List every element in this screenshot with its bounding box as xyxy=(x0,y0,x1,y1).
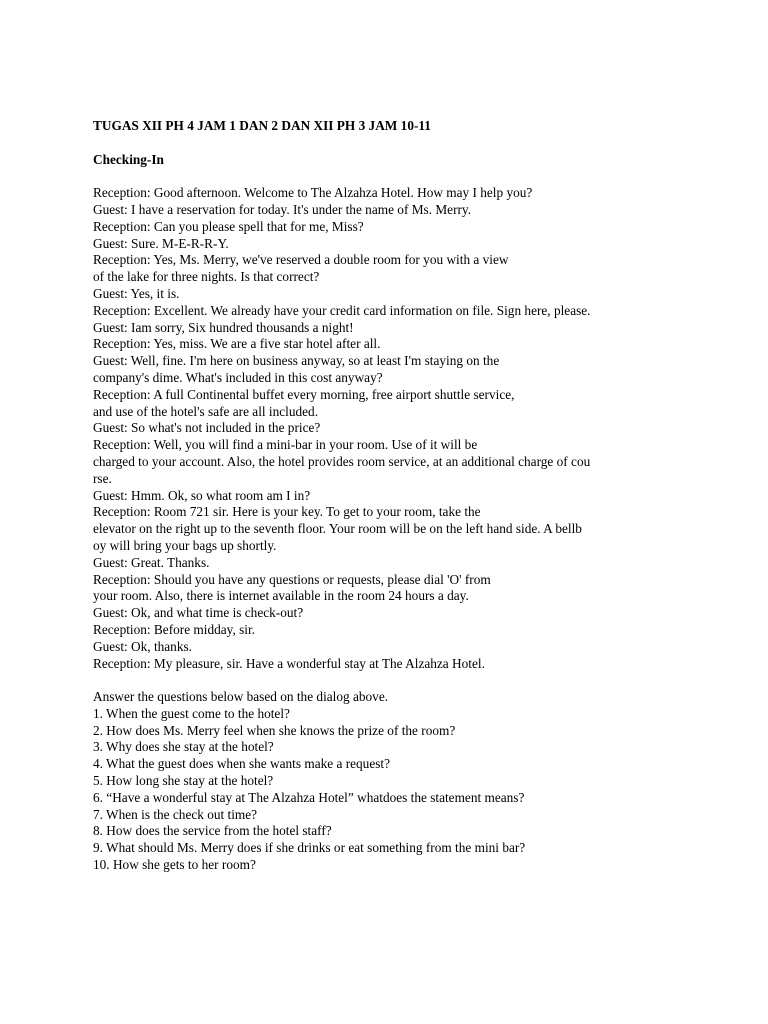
section-heading: Checking-In xyxy=(93,151,164,167)
dialog-line: Reception: Before midday, sir. xyxy=(93,621,255,637)
dialog-line: Reception: Excellent. We already have your credit card information on file. Sign here, please. xyxy=(93,302,591,318)
dialog-line: charged to your account. Also, the hotel provides room service, at an additional charge of cou xyxy=(93,453,591,469)
dialog-line: rse. xyxy=(93,470,112,486)
dialog-line: Guest: Great. Thanks. xyxy=(93,554,210,570)
dialog-line: Guest: Well, fine. I'm here on business anyway, so at least I'm staying on the xyxy=(93,353,500,369)
dialog-line: and use of the hotel's safe are all included. xyxy=(93,403,319,419)
dialog-line: Guest: Hmm. Ok, so what room am I in? xyxy=(93,487,311,503)
document-page xyxy=(93,118,693,874)
dialog-line: Reception: Can you please spell that for me, Miss? xyxy=(93,218,364,234)
dialog-line: Reception: Yes, Ms. Merry, we've reserved a double room for you with a view xyxy=(93,252,509,268)
dialog-line: Reception: My pleasure, sir. Have a wonderful stay at The Alzahza Hotel. xyxy=(93,655,485,671)
dialog-line: company's dime. What's included in this cost anyway? xyxy=(93,369,383,385)
question-item: 4. What the guest does when she wants make a request? xyxy=(93,756,390,772)
dialog-line: Reception: A full Continental buffet every morning, free airport shuttle service, xyxy=(93,386,515,402)
dialog-line: Guest: So what's not included in the price? xyxy=(93,420,321,436)
dialog-line: Reception: Room 721 sir. Here is your key. To get to your room, take the xyxy=(93,504,481,520)
question-item: 5. How long she stay at the hotel? xyxy=(93,773,274,789)
question-item: 9. What should Ms. Merry does if she drinks or eat something from the mini bar? xyxy=(93,840,526,856)
dialog-line: Reception: Well, you will find a mini-bar in your room. Use of it will be xyxy=(93,437,478,453)
dialog-line: Guest: I have a reservation for today. It's under the name of Ms. Merry. xyxy=(93,201,472,217)
dialog-line: Guest: Yes, it is. xyxy=(93,285,180,301)
dialog-line: oy will bring your bags up shortly. xyxy=(93,537,277,553)
dialog-line: your room. Also, there is internet available in the room 24 hours a day. xyxy=(93,588,469,604)
dialog-line: Reception: Should you have any questions or requests, please dial 'O' from xyxy=(93,571,491,587)
dialog-line: Guest: Iam sorry, Six hundred thousands a night! xyxy=(93,319,354,335)
question-item: 1. When the guest come to the hotel? xyxy=(93,705,290,721)
dialog-block xyxy=(93,185,693,672)
question-item: 3. Why does she stay at the hotel? xyxy=(93,739,274,755)
questions-block xyxy=(93,689,693,874)
question-item: 2. How does Ms. Merry feel when she knows the prize of the room? xyxy=(93,722,456,738)
dialog-line: Guest: Ok, and what time is check-out? xyxy=(93,605,304,621)
dialog-line: Reception: Good afternoon. Welcome to The Alzahza Hotel. How may I help you? xyxy=(93,185,533,201)
dialog-line: Guest: Ok, thanks. xyxy=(93,638,192,654)
dialog-line: Reception: Yes, miss. We are a five star hotel after all. xyxy=(93,336,381,352)
dialog-line: elevator on the right up to the seventh floor. Your room will be on the left hand side. A bellb xyxy=(93,521,582,537)
question-item: 7. When is the check out time? xyxy=(93,806,258,822)
question-item: 6. “Have a wonderful stay at The Alzahza Hotel” whatdoes the statement means? xyxy=(93,789,525,805)
document-title: TUGAS XII PH 4 JAM 1 DAN 2 DAN XII PH 3 JAM 10-11 xyxy=(93,118,431,133)
question-item: 10. How she gets to her room? xyxy=(93,857,256,873)
dialog-line: of the lake for three nights. Is that correct? xyxy=(93,269,320,285)
question-item: 8. How does the service from the hotel staff? xyxy=(93,823,332,839)
questions-intro: Answer the questions below based on the dialog above. xyxy=(93,689,389,705)
dialog-line: Guest: Sure. M-E-R-R-Y. xyxy=(93,235,229,251)
